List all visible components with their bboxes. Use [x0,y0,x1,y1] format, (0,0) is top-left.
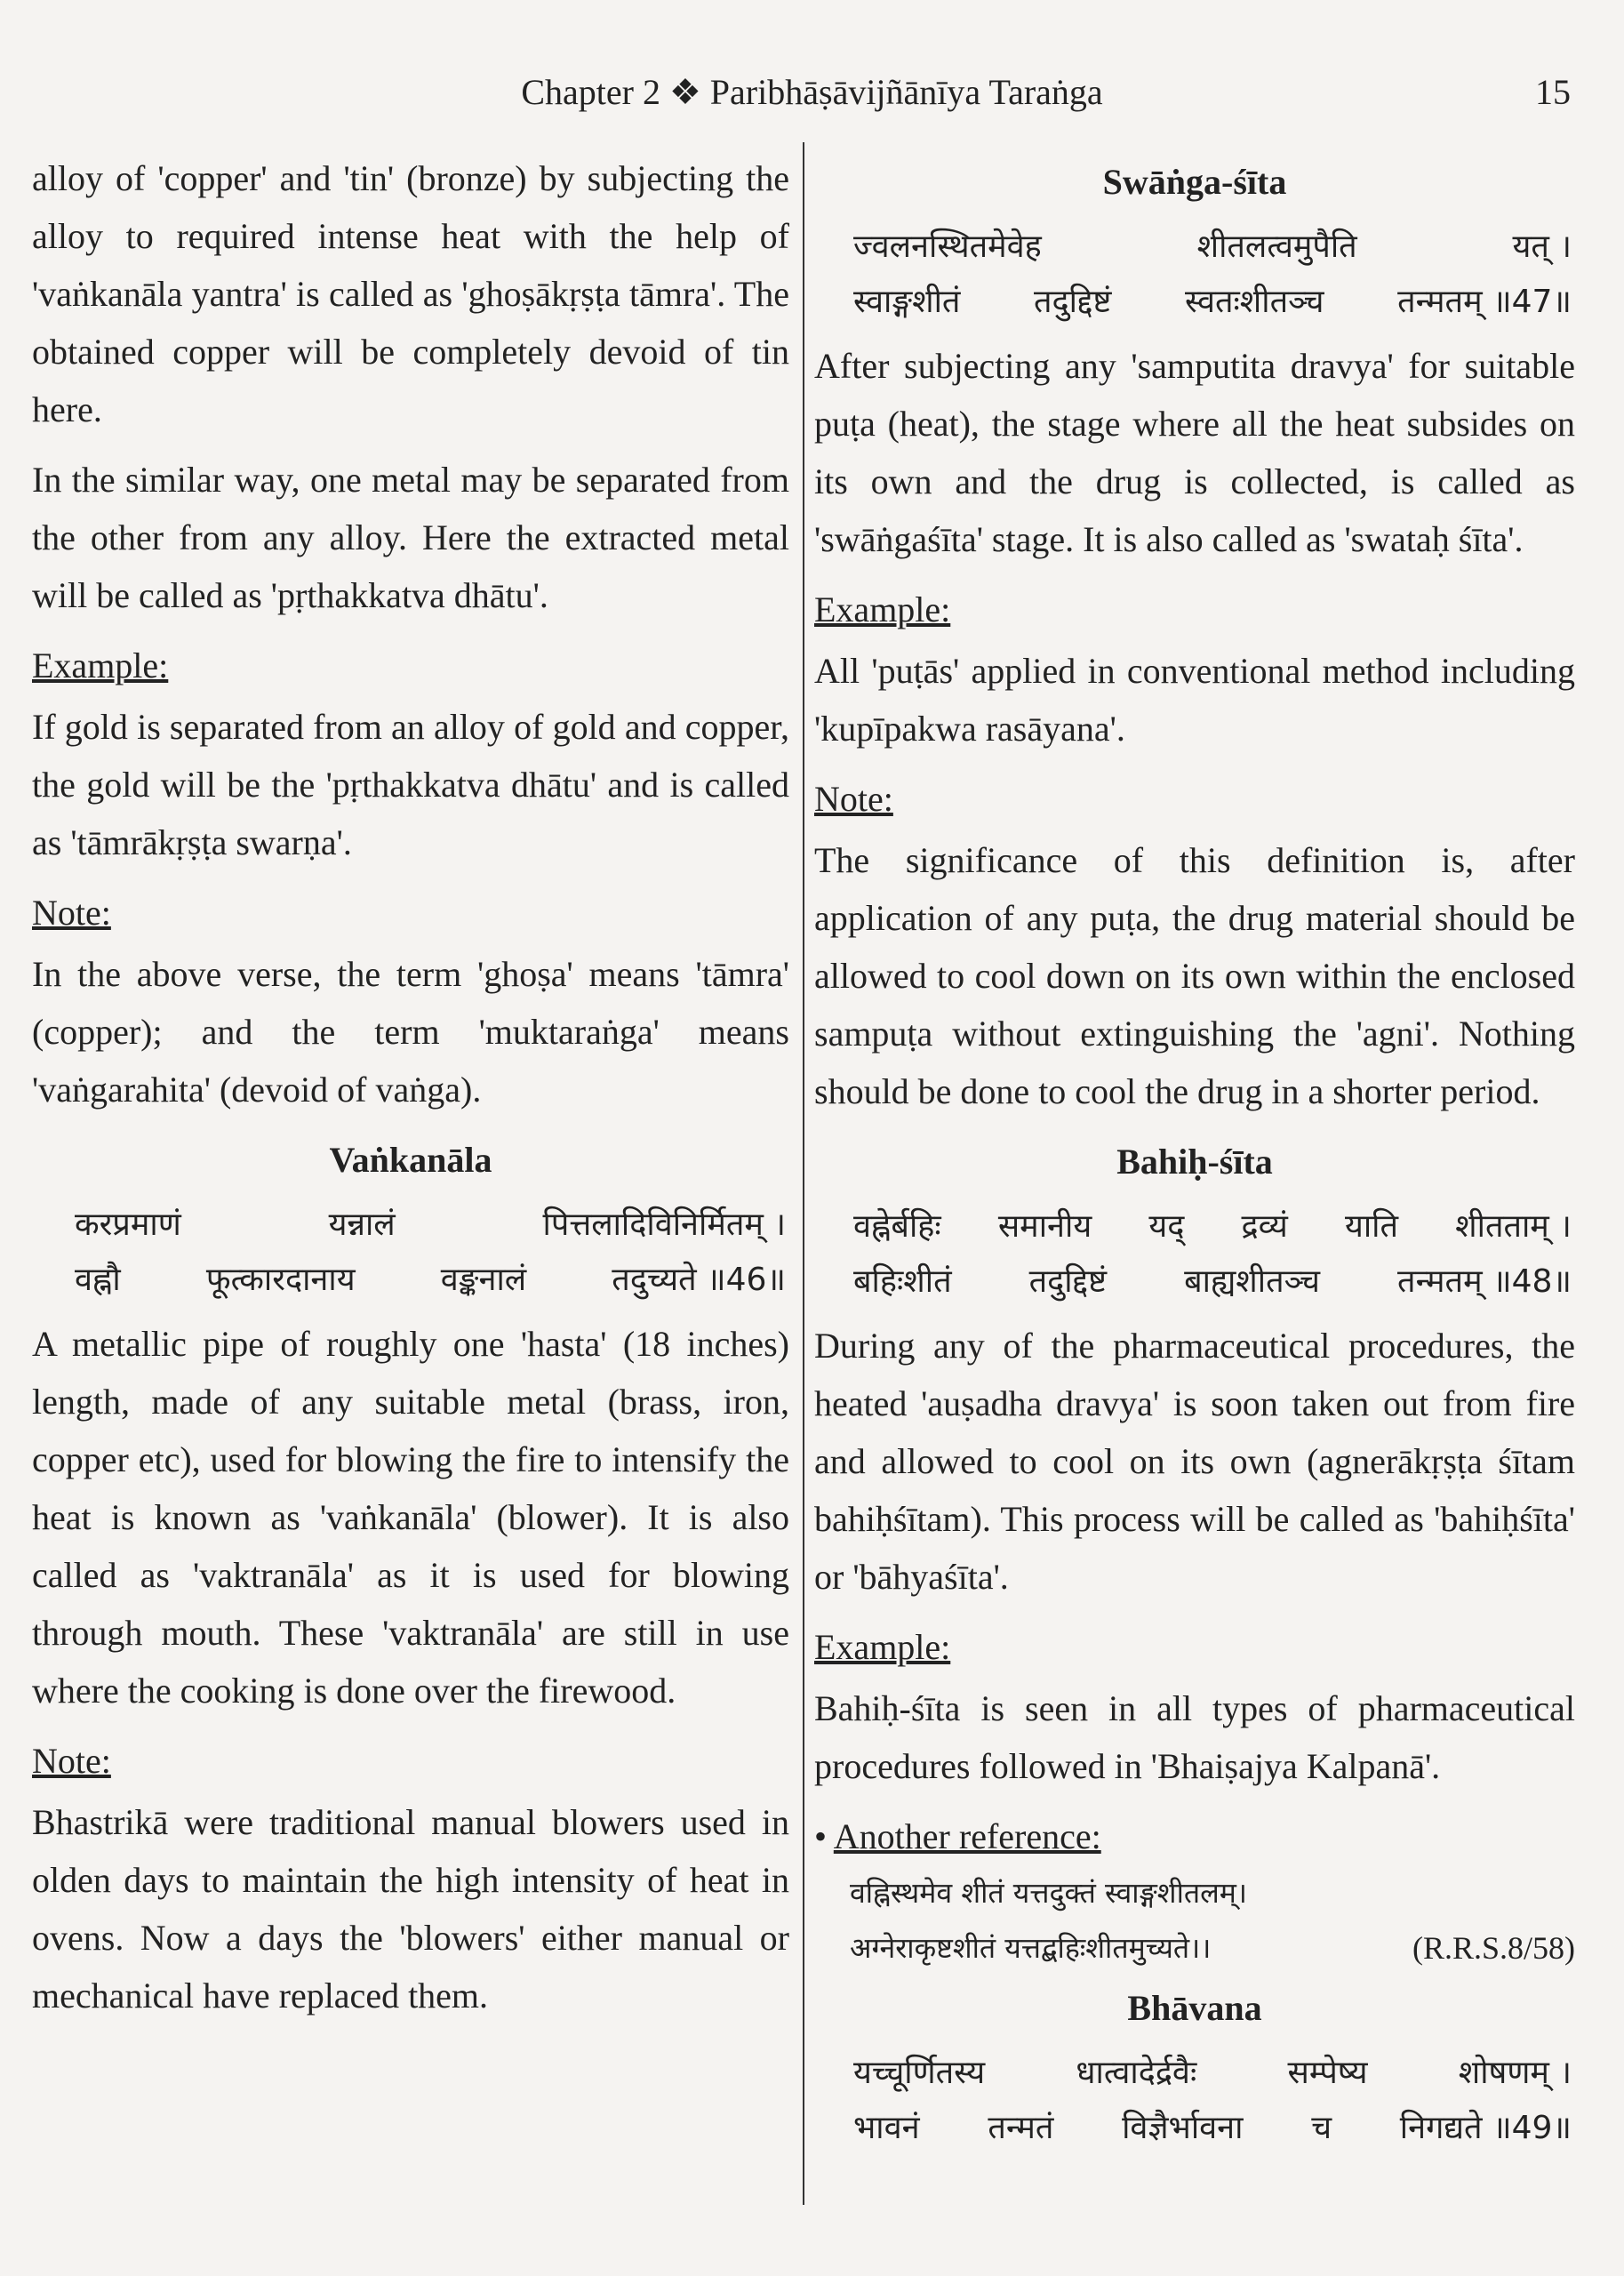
example-label: Example: [814,589,951,629]
example-text: Bahiḥ-śīta is seen in all types of pharmaceutical procedures followed in 'Bhaiṣajya Kalpanā'. [814,1688,1575,1786]
another-reference [814,1807,1575,1865]
paragraph: alloy of 'copper' and 'tin' (bronze) by subjecting the alloy to required intense heat with the help of 'vaṅkanāla yantra' is called as 'ghoṣākṛṣṭa tāmra'. The obtained copper will be completely devoid of tin here. [32,158,789,429]
verse-word: तदुच्यते ॥46॥ [612,1262,786,1298]
verse-word: पित्तलादिविनिर्मितम् । [542,1206,786,1243]
verse-word: तदुद्दिष्टं [1028,1263,1108,1300]
verse-word: यन्नालं [328,1206,396,1243]
column-divider [803,142,804,2205]
reference-line [850,1920,1575,1975]
verse-word: तन्मतं [988,2110,1054,2146]
verse-line [853,2101,1572,2156]
verse-word: बहिःशीतं [853,1263,952,1300]
verse-line [853,275,1572,330]
reference-text: वह्निस्थमेव शीतं यत्तदुक्तं स्वाङ्गशीतलम्। [850,1876,1248,1910]
another-reference-label: Another reference: [833,1816,1101,1856]
verse-word: ज्वलनस्थितमेवेह [853,228,1042,265]
verse-word: शोषणम् । [1458,2055,1572,2091]
example-text: All 'puṭās' applied in conventional method including 'kupīpakwa rasāyana'. [814,651,1575,749]
verse-word: स्वतःशीतञ्च [1184,284,1324,320]
bullet-icon: • [814,1816,834,1856]
verse-word: भावनं [853,2110,920,2146]
chapter-title: Chapter 2 ❖ Paribhāṣāvijñānīya Taraṅga [521,72,1103,112]
verse-word: स्वाङ्गशीतं [853,284,961,320]
note-label: Note: [32,893,111,933]
verse-48 [814,1199,1575,1310]
verse-line [853,1199,1572,1254]
note-text: Bhastrikā were traditional manual blowers used in olden days to maintain the high intensity of heat in ovens. Now a days the 'blowers' either manual or mechanical have replaced them. [32,1802,789,2016]
note-text: The significance of this definition is, after application of any puṭa, the drug material should be allowed to cool down on its own within the enclosed sampuṭa without extinguishing the 'agni'. Nothing should be done to cool the drug in a shorter period. [814,840,1575,1111]
example-label: Example: [32,645,169,685]
paragraph: A metallic pipe of roughly one 'hasta' (18 inches) length, made of any suitable metal (brass, iron, copper etc), used for blowing the fire to intensify the heat is known as 'vaṅkanāla' (blower). It is also called as 'vaktranāla' as it is used for blowing through mouth. These 'vaktranāla' are still in use where the cooking is done over the firewood. [32,1324,789,1711]
verse-word: विज्ञैर्भावना [1122,2110,1244,2146]
verse-word: तन्मतम् ॥47॥ [1397,284,1572,320]
verse-word: शीतलत्वमुपैति [1196,228,1357,265]
verse-word: वङ्कनालं [440,1262,527,1298]
verse-word: तन्मतम् ॥48॥ [1397,1263,1572,1300]
verse-word: द्रव्यं [1241,1208,1288,1245]
verse-word: बाह्यशीतञ्च [1184,1263,1321,1300]
paragraph: During any of the pharmaceutical procedures, the heated 'auṣadha dravya' is soon taken out from fire and allowed to cool on its own (agnerākṛṣṭa śītam bahiḥśītam). This process will be called as 'bahiḥśīta' or 'bāhyaśīta'. [814,1326,1575,1597]
example-text: If gold is separated from an alloy of gold and copper, the gold will be the 'pṛthakkatva dhātu' and is called as 'tāmrākṛṣṭa swarṇa'. [32,707,789,862]
verse-word: यद् [1148,1208,1185,1245]
example-label: Example: [814,1627,951,1667]
verse-line [853,1254,1572,1310]
verse-word: करप्रमाणं [75,1206,181,1243]
verse-46 [32,1198,789,1308]
verse-word: वह्नौ [75,1262,121,1298]
verse-word: धात्वादेर्द्रवैः [1076,2055,1197,2091]
verse-line [75,1198,786,1253]
verse-word: वह्नेर्बहिः [853,1208,941,1245]
note-label: Note: [814,779,893,819]
right-column [814,149,1575,2163]
reference-citation: (R.R.S.8/58) [1412,1930,1575,1966]
reference-line [850,1865,1575,1920]
verse-word: समानीय [997,1208,1092,1245]
section-heading-vankanala: Vaṅkanāla [329,1140,492,1180]
verse-word: निगद्यते ॥49॥ [1399,2110,1572,2146]
verse-word: च [1311,2110,1332,2146]
reference-text: अग्नेराकृष्टशीतं यत्तद्बहिःशीतमुच्यते।। [850,1931,1212,1965]
verse-line [853,2046,1572,2101]
note-label: Note: [32,1741,111,1781]
section-heading-bhavana: Bhāvana [1127,1988,1262,2028]
verse-word: शीतताम् । [1455,1208,1572,1245]
page-header [0,71,1624,124]
verse-word: फूत्कारदानाय [205,1262,356,1298]
verse-47 [814,220,1575,330]
verse-49 [814,2046,1575,2156]
section-heading-bahih-sita: Bahiḥ-śīta [1116,1142,1273,1182]
verse-line [853,220,1572,275]
verse-line [75,1253,786,1308]
verse-word: याति [1344,1208,1398,1245]
verse-word: यच्चूर्णितस्य [853,2055,986,2091]
verse-word: सम्पेष्य [1287,2055,1368,2091]
paragraph: After subjecting any 'samputita dravya' for suitable puṭa (heat), the stage where all the heat subsides on its own and the drug is collected, is called as 'swāṅgaśīta' stage. It is also called as 'swataḥ śīta'. [814,346,1575,559]
reference-verse [814,1865,1575,1975]
section-heading-swanga-sita: Swāṅga-śīta [1102,162,1287,202]
verse-word: यत् । [1512,228,1572,265]
paragraph: In the similar way, one metal may be separated from the other from any alloy. Here the extracted metal will be called as 'pṛthakkatva dhātu'. [32,460,789,615]
note-text: In the above verse, the term 'ghoṣa' means 'tāmra' (copper); and the term 'muktaraṅga' means 'vaṅgarahita' (devoid of vaṅga). [32,954,789,1110]
left-column [32,149,789,2037]
verse-word: तदुद्दिष्टं [1034,284,1112,320]
page-number: 15 [1535,72,1571,112]
